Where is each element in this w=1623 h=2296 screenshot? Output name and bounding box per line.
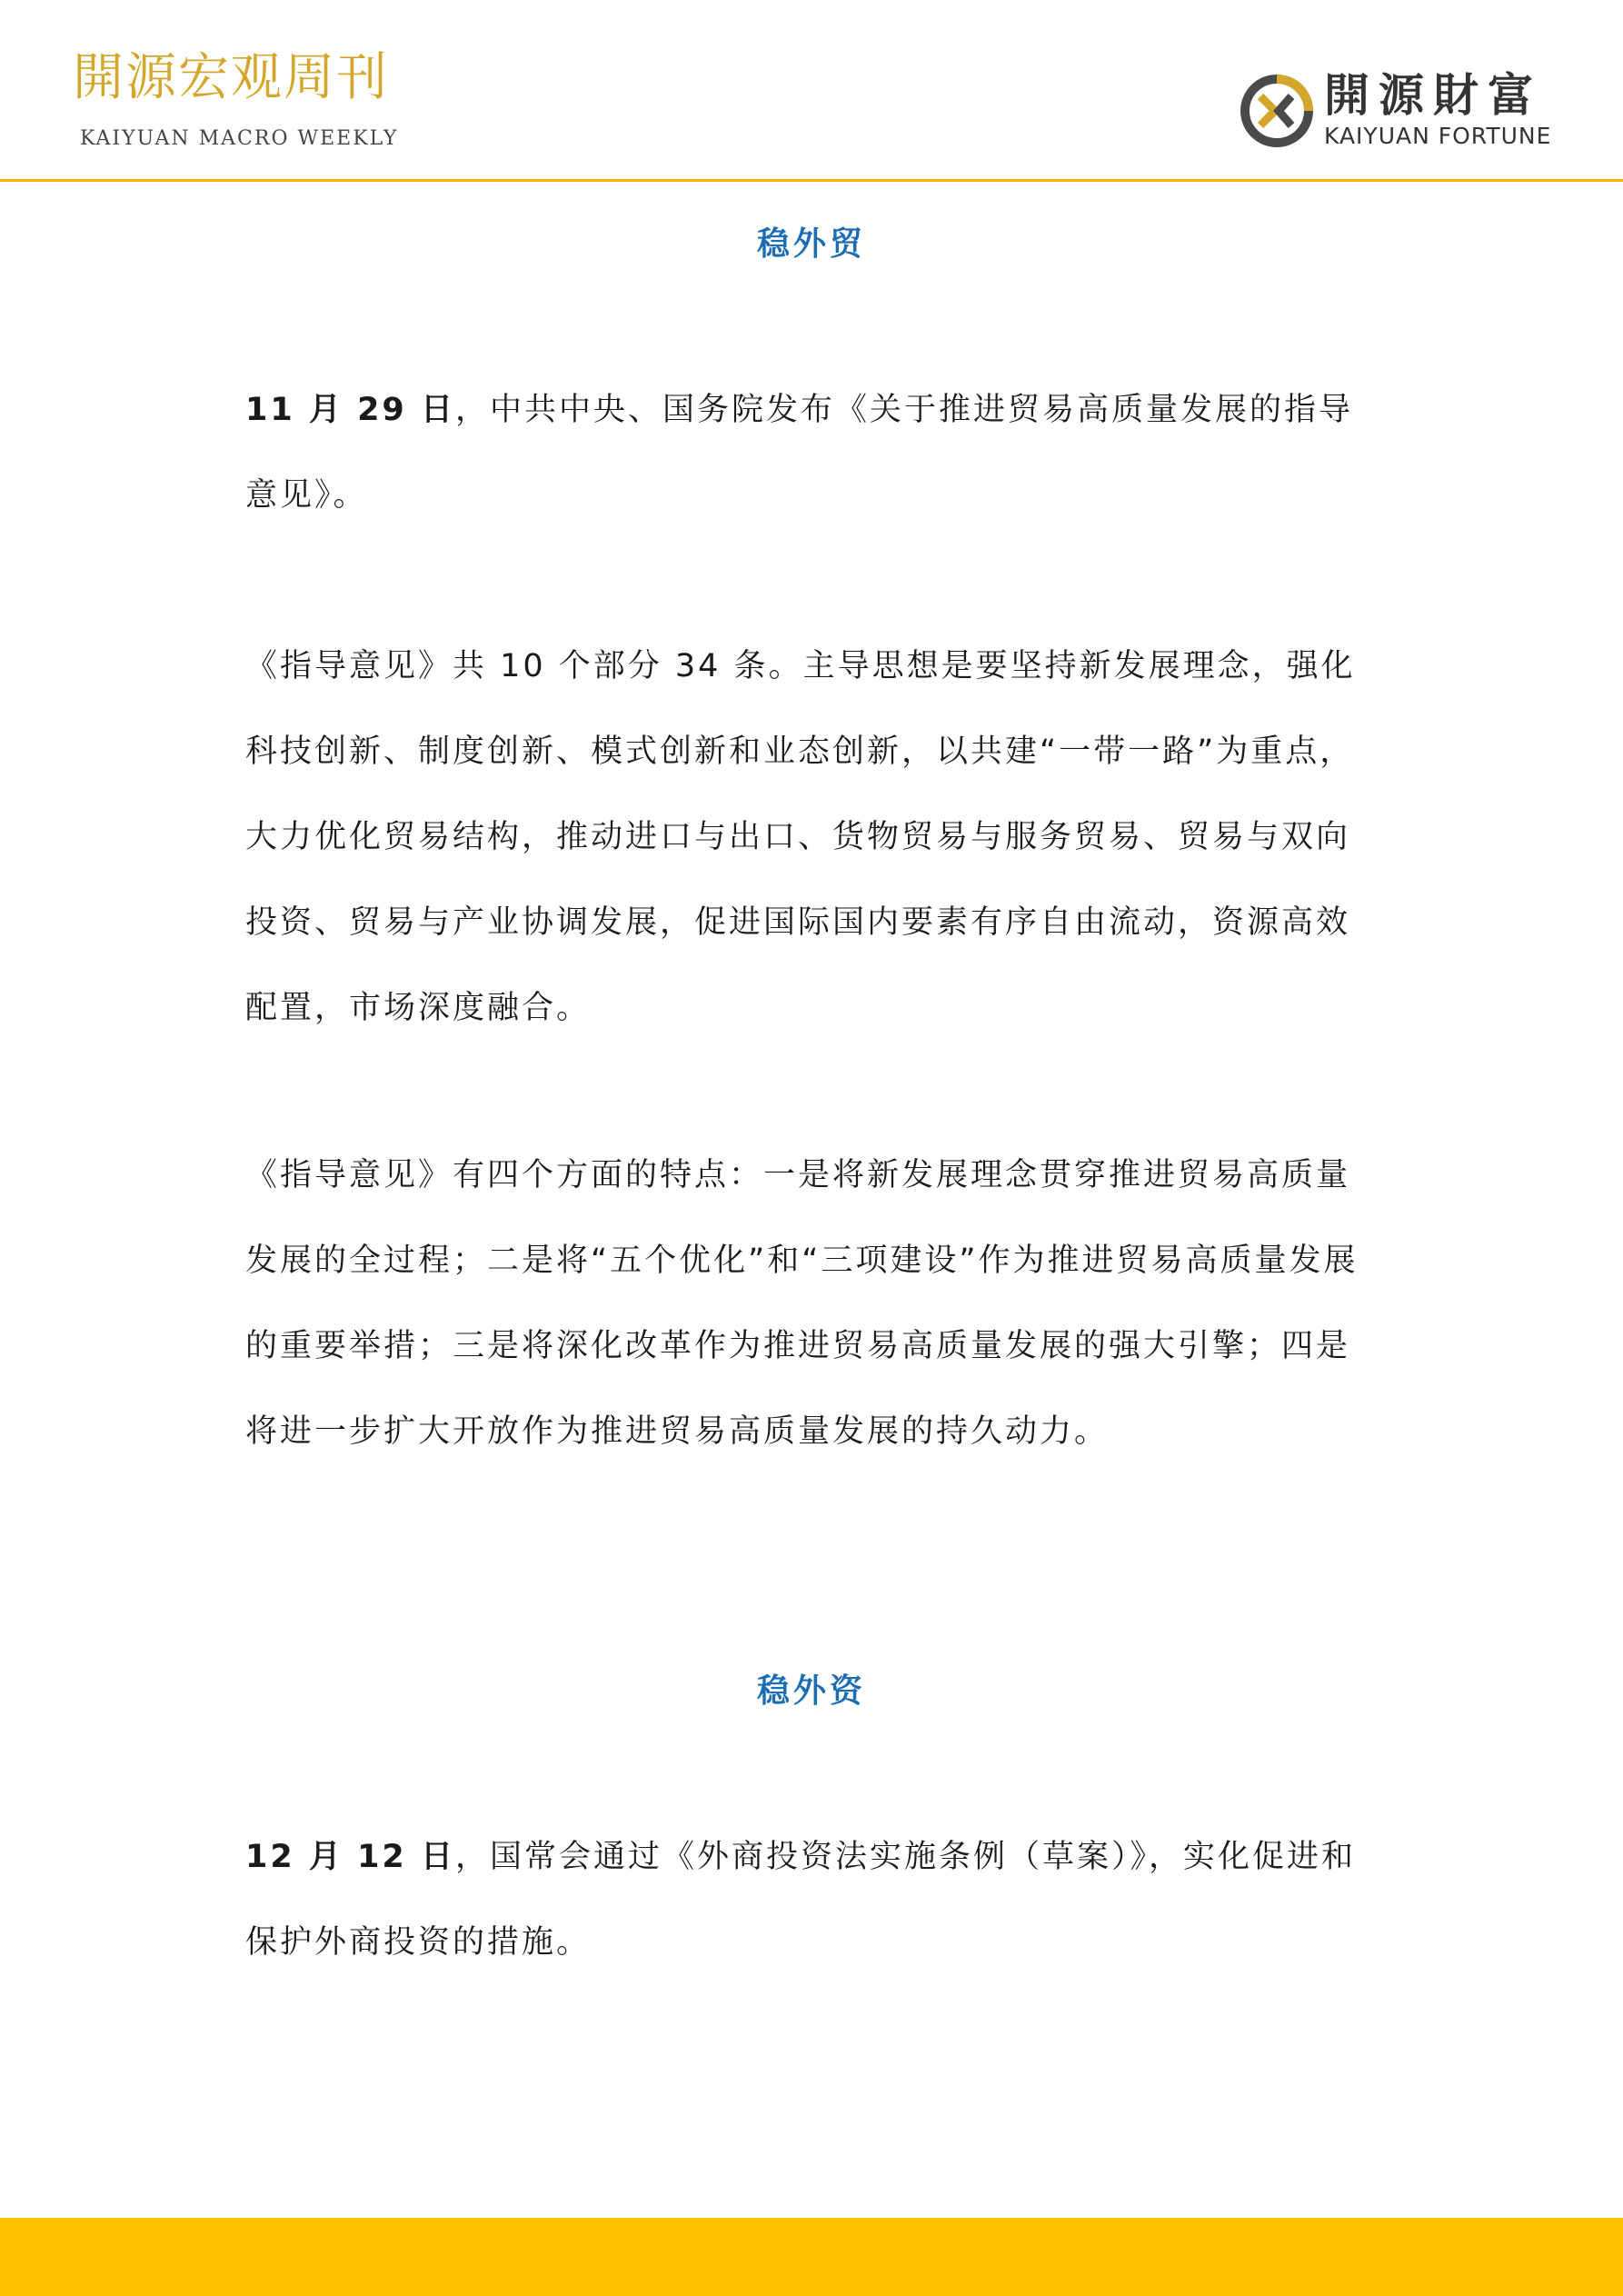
- paragraph-text: 《指导意见》有四个方面的特点：一是将新发展理念贯穿推进贸易高质量发展的全过程；二是将“五个优化”和“三项建设”作为推进贸易高质量发展的重要举措；三是将深化改革作为推进贸易高质量发展的强大引擎；四是将进一步扩大开放作为推进贸易高质量发展的持久动力。: [245, 1157, 1359, 1450]
- publication-subtitle: KAIYUAN MACRO WEEKLY: [80, 127, 399, 150]
- logo-text-cn: 開源財富: [1324, 69, 1542, 122]
- paragraph-text: ，中共中央、国务院发布《关于推进贸易高质量发展的指导意见》。: [245, 392, 1353, 514]
- paragraph-guidance-features: [245, 1133, 1378, 1474]
- paragraph-guidance-content: [245, 624, 1378, 1051]
- header-divider: [0, 179, 1623, 182]
- brand-logo: [1240, 71, 1558, 153]
- paragraph-date: 12 月 12 日: [245, 1839, 455, 1875]
- section-title-foreign-investment: 稳外资: [756, 1672, 866, 1710]
- page-header: [0, 0, 1623, 182]
- paragraph-trade-guidance: [245, 367, 1378, 538]
- publication-title: 開源宏观周刊: [73, 48, 389, 107]
- section-title-foreign-trade: 稳外贸: [756, 225, 866, 263]
- paragraph-text: ，国常会通过《外商投资法实施条例（草案）》，实化促进和保护外商投资的措施。: [245, 1839, 1356, 1961]
- paragraph-text: 《指导意见》共 10 个部分 34 条。主导思想是要坚持新发展理念，强化科技创新、制度创新、模式创新和业态创新，以共建“一带一路”为重点，大力优化贸易结构，推动进口与出口、货物贸易与服务贸易、贸易与双向投资、贸易与产业协调发展，促进国际国内要素有序自由流动，资源高效配置，市场深度融合。: [245, 648, 1356, 1026]
- footer-bar: [0, 2218, 1623, 2296]
- logo-text-en: KAIYUAN FORTUNE: [1324, 123, 1552, 149]
- paragraph-investment-regulation: [245, 1814, 1378, 1985]
- paragraph-date: 11 月 29 日: [245, 392, 455, 428]
- kaiyuan-logo-icon: [1240, 75, 1313, 147]
